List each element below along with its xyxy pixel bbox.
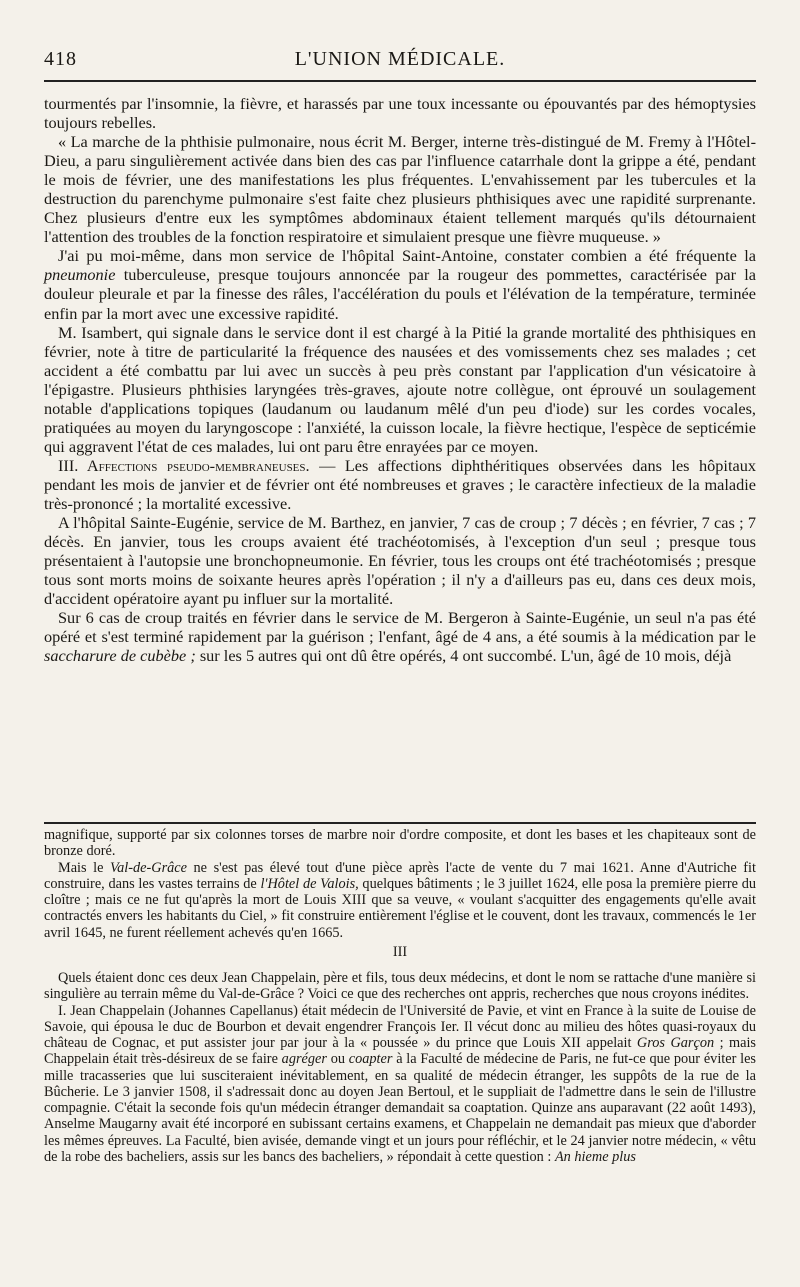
paragraph: « La marche de la phthisie pulmonaire, nous écrit M. Berger, interne très-distingué de M. Fremy à l'Hôtel-Dieu, a paru singulièrement activée dans bien des cas par l'influence catarrhale dont la grippe a été, pendant le mois de février, une des manifestations les plus fréquentes. L'envahissement par les tubercules et la destruction du parenchyme pulmonaire s'est faite chez plusieurs phthisiques avec une rapidité surprenante. Chez plusieurs d'entre eux les symptômes abdominaux étaient tellement marqués qu'ils détournaient l'attention des troubles de la fonction respiratoire et simulaient presque une fièvre muqueuse. » [44, 132, 756, 247]
main-article [44, 94, 756, 665]
emphasis: Val-de-Grâce [109, 859, 187, 876]
page-number: 418 [44, 48, 77, 70]
emphasis: An hieme plus [554, 1148, 636, 1165]
text-run: à la Faculté de médecine de Paris, ne fut-ce que pour éviter les mille tracasseries que lui susciteraient inévitablement, en sa qualité de médecin étranger, les suppôts de la rue de la Bûcherie. Le 3 janvier 1508, il s'adressait donc au doyen Jean Bertoul, et le suppliait de l'admettre dans le sein de l'illustre compagnie. C'était la seconde fois qu'un médecin étranger demandait sa coaptation. Quinze ans auparavant (22 août 1493), Anselme Maugarny avait été incorporé en subissant certains examens, et Chappelain ne demandait pas mieux que d'aborder les mêmes épreuves. La Faculté, bien avisée, demande vingt et un jours pour réfléchir, et le 24 janvier notre médecin, « vêtu de la robe des bacheliers, assis sur les bancs des bacheliers, » répondait à cette question : [44, 1051, 756, 1165]
text-run: J'ai pu moi-même, dans mon service de l'hôpital Saint-Antoine, constater combien a été fréquente la [58, 246, 756, 266]
paragraph: magnifique, supporté par six colonnes torses de marbre noir d'ordre composite, et dont les bases et les chapiteaux sont de bronze doré. [44, 827, 756, 860]
paragraph: Quels étaient donc ces deux Jean Chappelain, père et fils, tous deux médecins, et dont le nom se rattache d'une manière si singulière au terrain même du Val-de-Grâce ? Voici ce que des recherches ont appris, recherches que nous croyons inédites. [44, 970, 756, 1003]
feuilleton-rule [44, 822, 756, 824]
text-run: ne s'est pas élevé tout d'une pièce après l'acte de vente du 7 mai 1621. Anne d'Autriche fit construire, dans les vastes terrains de [44, 859, 756, 892]
text-run: — Les affections diphthéritiques observées dans les hôpitaux pendant les mois de janvier et de février ont été nombreuses et graves ; le caractère infectieux de la maladie très-prononcé ; la mortalité excessive. [44, 455, 756, 513]
running-header [44, 48, 756, 76]
text-run: Mais le [58, 859, 110, 876]
emphasis: coapter [348, 1051, 393, 1068]
paragraph: M. Isambert, qui signale dans le service dont il est chargé à la Pitié la grande mortalité des phthisiques en février, note à titre de particularité la fréquence des nausées et des vomissements chez ses malades ; cet accident a été combattu par lui avec un succès à peu près constant par l'application d'un vésicatoire à l'épigastre. Plusieurs phthisies laryngées très-graves, ajoute notre collègue, ont éprouvé un soulagement notable d'applications topiques (laudanum ou laudanum mêlé d'un peu d'iode) sur les cordes vocales, pratiquées au moyen du laryngoscope : l'anxiété, la cuisson locale, la fièvre hectique, l'espèce de septicémie qui aggravent l'état de ces malades, lui ont paru être enrayées par ce moyen. [44, 322, 756, 456]
text-run: sur les 5 autres qui ont dû être opérés, 4 ont succombé. L'un, âgé de 10 mois, déjà [195, 646, 732, 666]
emphasis: saccharure de cubèbe ; [44, 646, 196, 666]
paragraph: tourmentés par l'insomnie, la fièvre, et harassés par une toux incessante ou épouvantés par des hémoptysies toujours rebelles. [44, 94, 756, 133]
emphasis: pneumonie [44, 265, 116, 285]
text-run: I. Jean Chappelain (Johannes Capellanus) était médecin de l'Université de Pavie, et vint en France à la suite de Louise de Savoie, qui épousa le duc de Bourbon et devait engendrer François Ier. Il vécut donc au milieu des hôtes quasi-royaux du château de Cognac, et put assister jour par jour à la « poussée » du prince que Louis XII appelait [44, 1002, 756, 1051]
paragraph [44, 456, 756, 513]
emphasis: agréger [281, 1051, 327, 1068]
paragraph [44, 608, 756, 665]
text-run: ; mais Chappelain était très-désireux de se faire [44, 1035, 756, 1068]
text-run: ou [326, 1051, 349, 1068]
text-run: tuberculeuse, presque toujours annoncée par la rougeur des pommettes, caractérisée par la douleur pleurale et par la finesse des râles, l'accélération du pouls et l'élévation de la température, terminée enfin par la mort avec une excessive rapidité. [44, 265, 756, 323]
section-heading: III. Affections pseudo-membraneuses. [58, 455, 310, 475]
section-number: III [392, 943, 408, 960]
emphasis: l'Hôtel de Valois, [260, 875, 359, 892]
paragraph [44, 246, 756, 322]
paragraph [44, 860, 756, 941]
paragraph [44, 1003, 756, 1166]
emphasis: Gros Garçon [636, 1035, 715, 1051]
paragraph: A l'hôpital Sainte-Eugénie, service de M. Barthez, en janvier, 7 cas de croup ; 7 décès ; en février, 7 cas ; 7 décès. En janvier, tous les croups avaient été trachéotomisés, à l'exception d'un seul ; presque tous présentaient à l'autopsie une bronchopneumonie. En février, tous les croups ont été trachéotomisés ; presque tous sont morts moins de soixante heures après l'opération ; il n'y a d'ailleurs pas eu, dans ces deux mois, d'accident opératoire ayant pu influer sur la mortalité. [44, 513, 756, 609]
text-run: quelques bâtiments ; le 3 juillet 1624, elle posa la première pierre du cloître ; mais ce ne fut qu'après la mort de Louis XIII que sa veuve, « voulant s'acquitter des engagements qu'elle avait contractés envers les habitants du Ciel, » fit construire entièrement l'église et le couvent, dont les travaux, commencés le 1er avril 1645, ne furent réellement achevés qu'en 1665. [44, 875, 756, 941]
journal-title: L'UNION MÉDICALE. [294, 48, 506, 70]
text-run: Sur 6 cas de croup traités en février dans le service de M. Bergeron à Sainte-Eugénie, un seul n'a pas été opéré et s'est terminé rapidement par la guérison ; l'enfant, âgé de 4 ans, a été soumis à la médication par le [44, 608, 756, 647]
feuilleton-section [44, 827, 756, 1165]
header-rule [44, 80, 756, 82]
